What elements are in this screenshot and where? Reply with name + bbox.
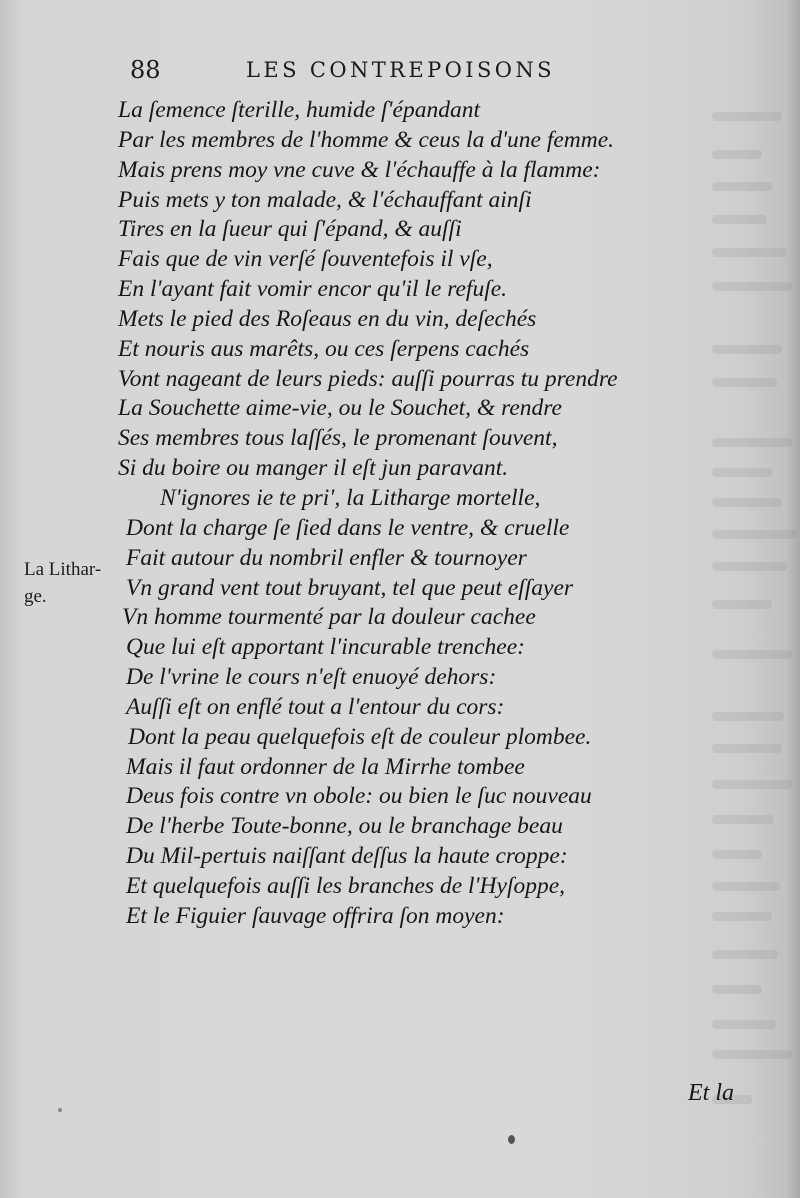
verse-line: Puis mets y ton malade, & l'échauffant ainſi (118, 186, 532, 213)
page-number: 88 (130, 56, 161, 84)
verse-line: La ſemence ſterille, humide ſ'épandant (118, 97, 481, 123)
verse-line: Et le Figuier ſauvage offrira ſon moyen: (126, 902, 505, 929)
verse-line: Tires en la ſueur qui ſ'épand, & auſſi (118, 216, 462, 243)
running-title: LES CONTREPOISONS (246, 58, 555, 82)
verse-line: Mais prens moy vne cuve & l'échauffe à la flamme: (118, 156, 601, 183)
verse-line: Fait autour du nombril enfler & tournoyer (126, 544, 527, 571)
verse-line: N'ignores ie te pri', la Litharge mortelle, (160, 484, 541, 511)
verse-line: La Souchette aime-vie, ou le Souchet, & rendre (118, 395, 562, 422)
marginal-note-line: La Lithar- (24, 559, 102, 580)
catchword: Et la (688, 1080, 734, 1106)
verse-line: Si du boire ou manger il eſt jun paravant. (118, 455, 509, 482)
verse-line: De l'vrine le cours n'eſt enuoyé dehors: (126, 664, 497, 691)
marginal-note-line: ge. (24, 586, 47, 607)
verse-line: Et quelquefois auſſi les branches de l'Hyſoppe, (126, 872, 566, 899)
verse-line: Vn homme tourmenté par la douleur cachee (122, 604, 536, 631)
verse-line: En l'ayant fait vomir encor qu'il le refuſe. (118, 276, 508, 303)
page-edge-shadow (786, 0, 800, 1198)
page-header (130, 56, 630, 90)
verse-line: Et nouris aus marêts, ou ces ſerpens cachés (118, 335, 530, 362)
verse-line: Dont la peau quelquefois eſt de couleur plombee. (128, 723, 592, 750)
verse-line: Dont la charge ſe ſied dans le ventre, & cruelle (126, 514, 570, 541)
verse-line: Vont nageant de leurs pieds: auſſi pourras tu prendre (118, 365, 618, 392)
verse-line: Vn grand vent tout bruyant, tel que peut eſſayer (126, 574, 574, 601)
verse-line: Mets le pied des Roſeaus en du vin, deſechés (118, 305, 537, 332)
verse-line: Mais il faut ordonner de la Mirrhe tombee (126, 753, 525, 780)
marginal-note (24, 556, 124, 610)
verse-line: Du Mil-pertuis naiſſant deſſus la haute croppe: (126, 843, 568, 870)
verse-line: Fais que de vin verſé ſouventefois il vſe, (118, 246, 493, 273)
verse-line: Que lui eſt apportant l'incurable trenchee: (126, 634, 525, 661)
verse-line: De l'herbe Toute-bonne, ou le branchage beau (126, 813, 563, 840)
verse-line: Ses membres tous laſſés, le promenant ſouvent, (118, 425, 558, 452)
verse-line: Par les membres de l'homme & ceus la d'une femme. (118, 126, 615, 153)
ink-spot (58, 1108, 62, 1112)
verse-block (118, 96, 718, 932)
verse-line: Deus fois contre vn obole: ou bien le ſuc nouveau (126, 783, 592, 810)
verse-line: Auſſi eſt on enflé tout a l'entour du cors: (126, 693, 505, 720)
ink-spot (508, 1135, 515, 1144)
